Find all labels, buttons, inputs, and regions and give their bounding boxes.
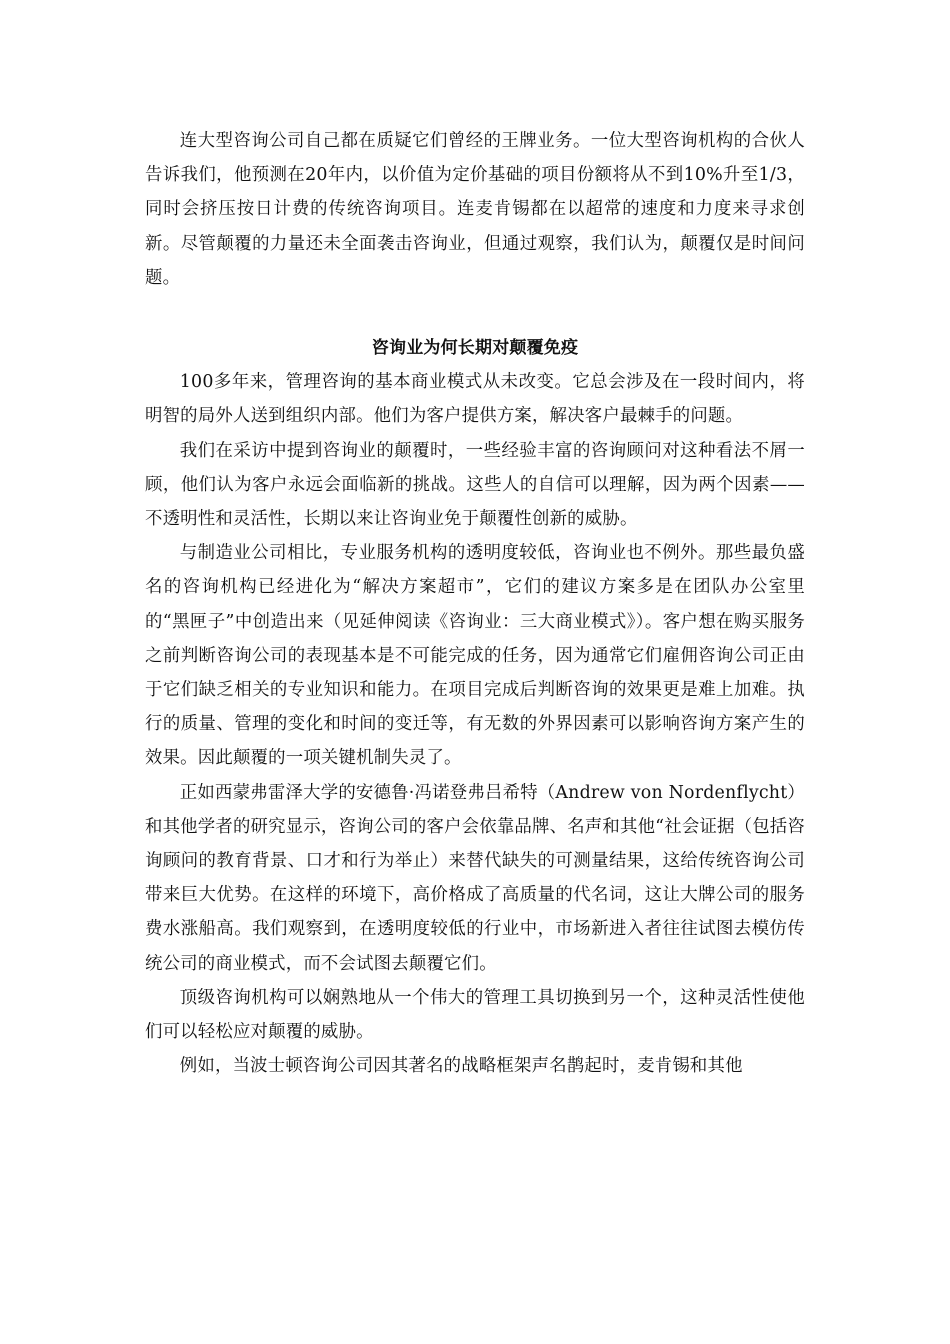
body-paragraph-2: 我们在采访中提到咨询业的颠覆时，一些经验丰富的咨询顾问对这种看法不屑一顾，他们认为客户永远会面临新的挑战。这些人的自信可以理解，因为两个因素——不透明性和灵活性，长期以来让咨询业免于颠覆性创新的威胁。 [145,440,805,530]
body-paragraph-3: 与制造业公司相比，专业服务机构的透明度较低，咨询业也不例外。那些最负盛名的咨询机构已经进化为“解决方案超市”，它们的建议方案多是在团队办公室里的“黑匣子”中创造出来（见延伸阅读《咨询业：三大商业模式》）。客户想在购买服务之前判断咨询公司的表现基本是不可能完成的任务，因为通常它们雇佣咨询公司正由于它们缺乏相关的专业知识和能力。在项目完成后判断咨询的效果更是难上加难。执行的质量、管理的变化和时间的变迁等，有无数的外界因素可以影响咨询方案产生的效果。因此颠覆的一项关键机制失灵了。 [145,543,805,769]
body-paragraph-6: 例如，当波士顿咨询公司因其著名的战略框架声名鹊起时，麦肯锡和其他 [179,1056,743,1077]
section-spacer [145,295,805,331]
body-paragraph-5: 顶级咨询机构可以娴熟地从一个伟大的管理工具切换到另一个，这种灵活性使他们可以轻松应对颠覆的威胁。 [145,987,805,1043]
body-paragraph-1: 100多年来，管理咨询的基本商业模式从未改变。它总会涉及在一段时间内，将明智的局外人送到组织内部。他们为客户提供方案，解决客户最棘手的问题。 [145,372,805,427]
document-body [145,124,805,1083]
body-paragraph-4: 正如西蒙弗雷泽大学的安德鲁·冯诺登弗吕希特（Andrew von Nordenflycht）和其他学者的研究显示，咨询公司的客户会依靠品牌、名声和其他“社会证据（包括咨询顾问的教育背景、口才和行为举止）来替代缺失的可测量结果，这给传统咨询公司带来巨大优势。在这样的环境下，高价格成了高质量的代名词，这让大牌公司的服务费水涨船高。我们观察到，在透明度较低的行业中，市场新进入者往往试图去模仿传统公司的商业模式，而不会试图去颠覆它们。 [145,782,805,974]
section-heading: 咨询业为何长期对颠覆免疫 [371,338,579,359]
intro-paragraph: 连大型咨询公司自己都在质疑它们曾经的王牌业务。一位大型咨询机构的合伙人告诉我们，他预测在20年内，以价值为定价基础的项目份额将从不到10%升至1/3，同时会挤压按日计费的传统咨询项目。连麦肯锡都在以超常的速度和力度来寻求创新。尽管颠覆的力量还未全面袭击咨询业，但通过观察，我们认为，颠覆仅是时间问题。 [145,131,805,288]
